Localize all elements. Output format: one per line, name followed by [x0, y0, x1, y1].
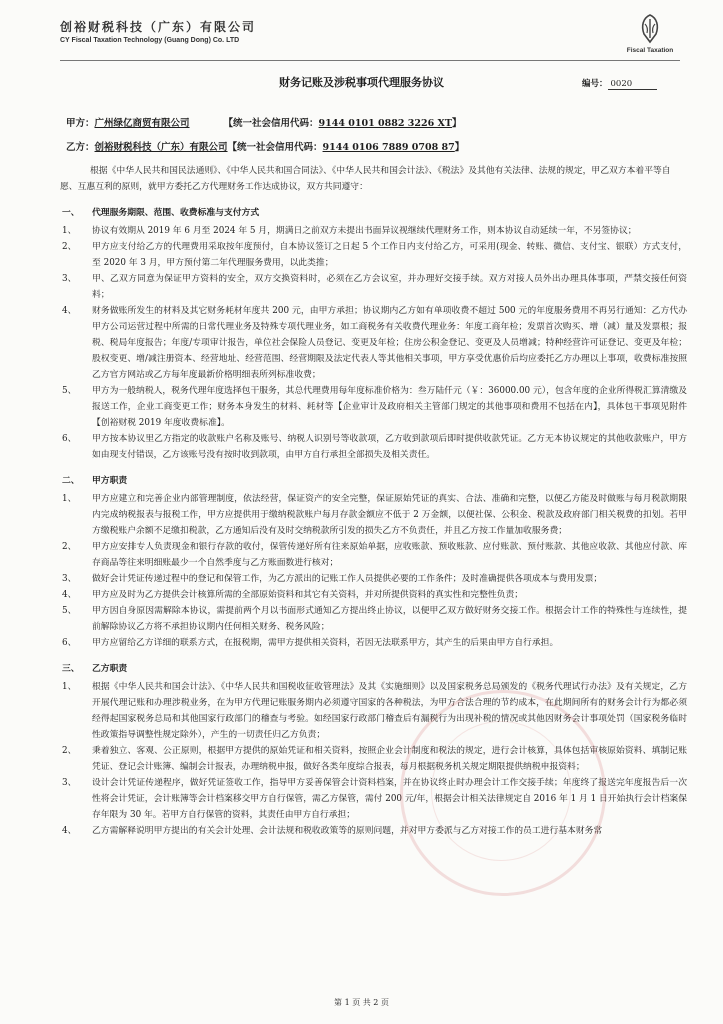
clause-text: 甲方按本协议里乙方指定的收款账户名称及账号、纳税人识别号等收款项，乙方收到款项后即时提供收款凭证。乙方无本协议规定的其他收款账户，甲方如由现支付错误，乙方该账号没有按时收到款项，由甲方自行承担全部损失及相关责任。	[92, 434, 687, 460]
contract-number	[582, 77, 657, 90]
party-a	[66, 115, 462, 129]
clause-number: 6、	[62, 638, 77, 648]
clause	[60, 635, 687, 651]
company-name-cn: 创裕财税科技（广东）有限公司	[60, 20, 257, 34]
clause-text: 做好会计凭证传递过程中的登记和保管工作，为乙方派出的记账工作人员提供必要的工作条件；及时准确提供各项成本与费用发票；	[92, 574, 603, 584]
clause-number: 4、	[62, 826, 77, 836]
clause-number: 5、	[62, 386, 77, 396]
clause-number: 2、	[62, 542, 77, 552]
clause	[60, 539, 687, 571]
clause-text: 秉着独立、客观、公正原则，根据甲方提供的原始凭证和相关资料，按照企业会计制度和税法的规定，进行会计核算，具体包括审核原始资料、填制记账凭证、登记会计账簿、编制会计报表，办理纳税申报，做好各类年度综合报表，每月根据税务机关规定期限提供纳税申报资料；	[92, 746, 687, 772]
party-b-label: 乙方：	[66, 142, 95, 153]
clause-text: 根据《中华人民共和国会计法》、《中华人民共和国税收征收管理法》及其《实施细则》以及国家税务总局颁发的《税务代理试行办法》及有关规定，乙方开展代理记账和办理涉税业务，在为甲方代理记账服务期内必须遵守国家的各种税法，为甲方合法合理的节约成本，在此期间所有的财务会计行为都必须经得起国家税务总局和其他国家行政部门的稽查与考验。如经国家行政部门稽查后有漏税行为出现补税的情况或其他因财务会计事项处罚（国家税务临时性政策指导调整性规定除外），产生的一切责任归乙方负责；	[92, 682, 687, 740]
party-a-code-end: 】	[451, 118, 462, 129]
clause	[60, 491, 687, 539]
clause-number: 1、	[62, 682, 77, 692]
page-footer: 第 1 页 共 2 页	[334, 998, 389, 1007]
contract-number-value: 0020	[608, 79, 657, 90]
logo-caption: Fiscal Taxation	[626, 47, 674, 54]
intro-paragraph: 根据《中华人民共和国民法通则》、《中华人民共和国合同法》、《中华人民共和国会计法》、《税法》及其他有关法律、法规的规定，甲乙双方本着平等自愿、互惠互利的原则，就甲方委托乙方代理财务工作达成协议，双方共同遵守：	[60, 166, 671, 192]
agreement-body	[60, 163, 687, 839]
party-b-code-label: 【统一社会信用代码：	[227, 142, 323, 153]
clause-text: 财务做账所发生的材料及其它财务耗材年度共 200 元，由甲方承担；协议期内乙方如有单项收费不超过 500 元的年度服务费用不再另行通知：乙方代办甲方公司运营过程中所需的日常代理业务及特殊专项代理业务，如工商税务有关收费代理业务：年度工商年检；发票首次购买、增（减）量及发票根；报税、税局年度报告；年度/专项审计报告，单位社会保险人员登记、变更及年检；住房公积金登记、变更及人员增减；特种经营许可证登记、变更及年检；股权变更、增/减注册资本、经营地址、经营范围、经营期限及法定代表人等其他相关事项，甲方享受优惠价后均应委托乙方办理以上事项，收费标准按照乙方官方网站或乙方每年度最新价格明细表所列标准收费；	[92, 306, 687, 380]
letterhead	[60, 14, 680, 56]
section-3-heading	[60, 661, 687, 677]
clause	[60, 383, 687, 431]
clause	[60, 679, 687, 743]
clause	[60, 271, 687, 303]
section-1-heading	[60, 205, 687, 221]
logo-emblem-icon	[638, 14, 662, 44]
party-a-label: 甲方：	[66, 118, 95, 129]
clause-number: 3、	[62, 574, 77, 584]
clause-text: 设计会计凭证传递程序，做好凭证签收工作，指导甲方妥善保管会计资料档案，并在协议终止时办理会计工作交接手续；年度终了报送完年度报告后一次性将会计凭证，会计账簿等会计档案移交甲方自行保管，需乙方保管，需付 200 元/年，根据会计相关法律规定自 2016 年 1 月 1 日开始执行会计档案保存年限为 30 年。若甲方自行保管的资料，其责任由甲方自行承担；	[92, 778, 687, 820]
party-a-code: 9144 0101 0882 3226 XT	[318, 118, 452, 129]
clause	[60, 223, 687, 239]
clause	[60, 775, 687, 823]
clause-number: 6、	[62, 434, 77, 444]
party-b-code: 9144 0106 7889 0708 87	[322, 142, 455, 153]
clause-text: 甲方因自身原因需解除本协议，需提前两个月以书面形式通知乙方提出终止协议，以便甲乙双方做好财务交接工作。根据会计工作的特殊性与连续性，提前解除协议乙方将不承担协议期内任何相关财务、税务风险；	[92, 606, 687, 632]
section-number: 一、	[62, 208, 80, 218]
header-divider	[60, 60, 680, 61]
clause-number: 1、	[62, 226, 77, 236]
clause	[60, 743, 687, 775]
clause	[60, 303, 687, 383]
clause-number: 4、	[62, 590, 77, 600]
clause-text: 甲方应留给乙方详细的联系方式，在报税期，需甲方提供相关资料，若因无法联系甲方，其产生的后果由甲方自行承担。	[92, 638, 559, 648]
section-title: 代理服务期限、范围、收费标准与支付方式	[92, 208, 260, 218]
clause-text: 协议有效期从 2019 年 6 月至 2024 年 5 月，期满日之前双方未提出书面异议视继续代理财务工作，则本协议自动延续一年，不另签协议；	[92, 226, 637, 236]
clause	[60, 587, 687, 603]
company-name-en: CY Fiscal Taxation Technology (Guang Dong) Co. LTD	[60, 37, 240, 44]
party-b-name: 创裕财税科技（广东）有限公司	[94, 142, 228, 153]
clause	[60, 603, 687, 635]
party-a-name: 广州绿亿商贸有限公司	[94, 118, 190, 129]
clause	[60, 571, 687, 587]
clause-number: 3、	[62, 274, 77, 284]
contract-number-label: 编号：	[582, 79, 608, 89]
section-title: 乙方职责	[92, 664, 128, 674]
section-number: 二、	[62, 476, 80, 486]
party-b	[66, 139, 464, 153]
clause	[60, 823, 687, 839]
clause-number: 5、	[62, 606, 77, 616]
party-b-code-end: 】	[454, 142, 465, 153]
clause	[60, 431, 687, 463]
clause	[60, 239, 687, 271]
section-2-heading	[60, 473, 687, 489]
company-logo	[620, 14, 680, 56]
clause-number: 2、	[62, 242, 77, 252]
clause-number: 3、	[62, 778, 77, 788]
clause-text: 乙方需解释说明甲方提出的有关会计处理、会计法规和税收政策等的原则问题，并对甲方委派与乙方对接工作的员工进行基本财务常	[92, 826, 603, 836]
clause-text: 甲方应安排专人负责现金和银行存款的收付，保管传递好所有往来原始单据，应收账款、预收账款、应付账款、预付账款、其他应收款、其他应付款、库存商品等往来明细账最少一个自然季度与乙方账面数进行核对；	[92, 542, 687, 568]
clause-text: 甲方应建立和完善企业内部管理制度，依法经营，保证资产的安全完整，保证原始凭证的真实、合法、准确和完整，以便乙方能及时做账与每月税款期限内完成纳税报表与报税工作，甲方应提供用于缴纳税款账户每月存款金额应不低于 2 万金额，以便社保、公积金、税款及政府部门相关税费的扣划。若甲方缴税账户余额不足缴扣税款，乙方通知后没有及时交纳税款所引发的损失乙方不负责任，并且乙方按工作量加收服务费；	[92, 494, 687, 536]
clause-text: 甲方应及时为乙方提供会计核算所需的全部原始资料和其它有关资料，并对所提供资料的真实性和完整性负责；	[92, 590, 524, 600]
party-a-code-label: 【统一社会信用代码：	[223, 118, 319, 129]
clause-number: 1、	[62, 494, 77, 504]
clause-number: 4、	[62, 306, 77, 316]
clause-text: 甲方应支付给乙方的代理费用采取按年度预付，自本协议签订之日起 5 个工作日内支付给乙方，可采用(现金、转账、微信、支付宝、银联）方式支付，至 2020 年 3 月，甲方预付第二年代理服务费用，以此类推；	[92, 242, 687, 268]
clause-text: 甲、乙双方同意为保证甲方资料的安全，双方交换资料时，必须在乙方会议室，并办理好交接手续。双方对接人员外出办理具体事项，严禁交接任何资料；	[92, 274, 687, 300]
section-number: 三、	[62, 664, 80, 674]
section-title: 甲方职责	[92, 476, 128, 486]
clause-text: 甲方为一般纳税人，税务代理年度选择包干服务，其总代理费用每年度标准价格为：叁万陆仟元（￥：36000.00 元），包含年度的企业所得税汇算清缴及报送工作，企业工商变更工作；财务本身发生的材料、耗材等【企业审计及政府相关主管部门规定的其他事项和费用不包括在内】，具体包干事项见附件【创裕财税 2019 年度收费标准】。	[92, 386, 687, 428]
clause-number: 2、	[62, 746, 77, 756]
document-title: 财务记账及涉税事项代理服务协议	[279, 76, 444, 89]
